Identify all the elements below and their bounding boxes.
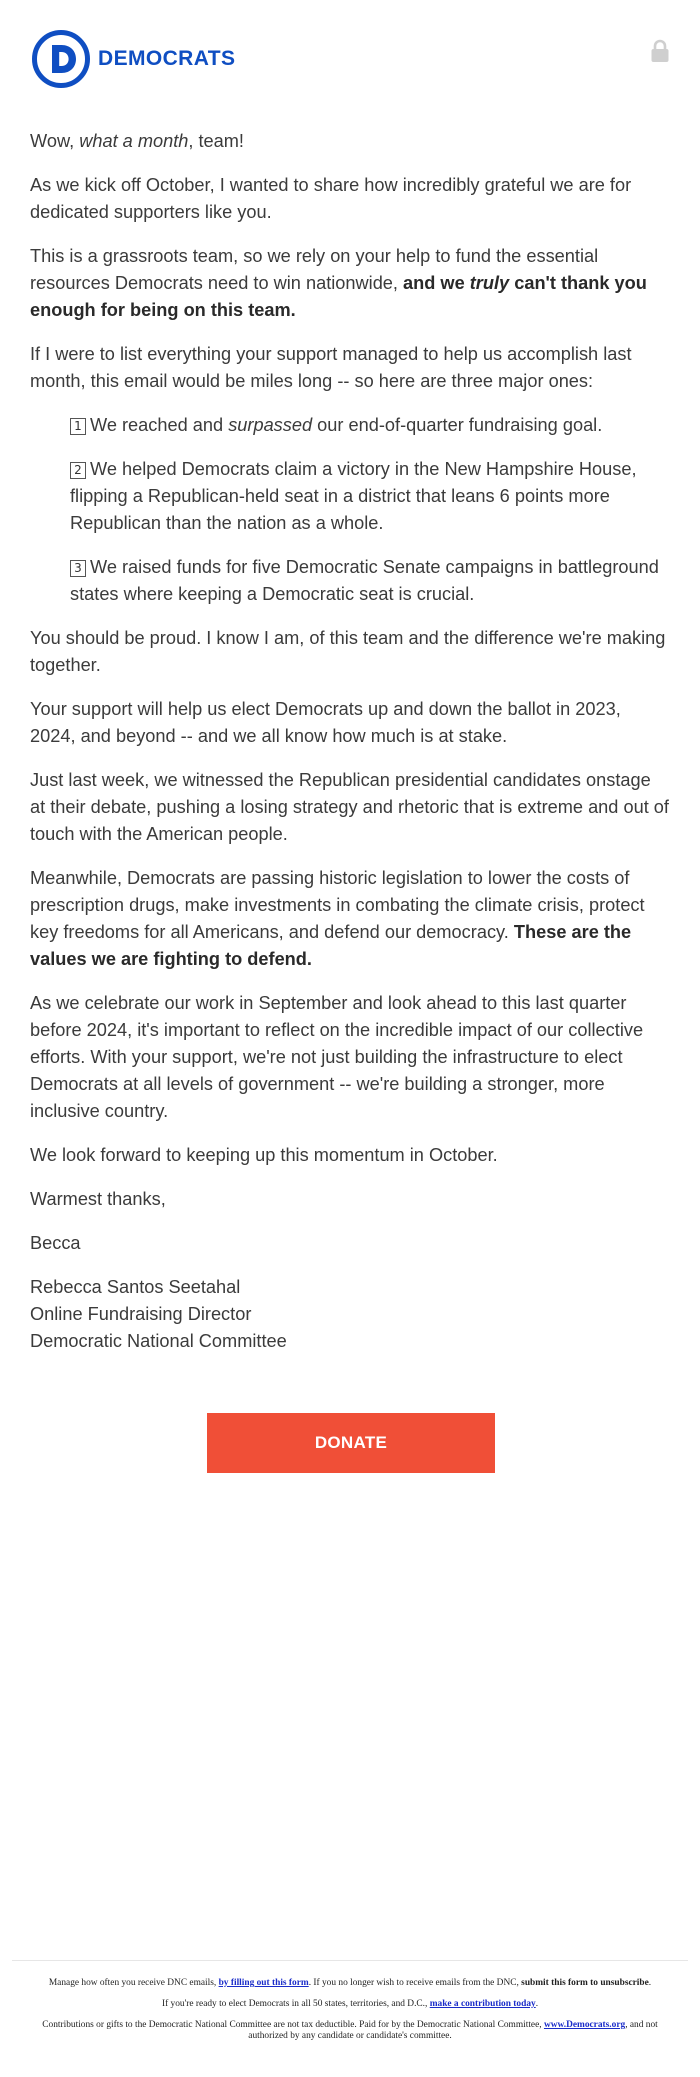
list-item bbox=[70, 456, 670, 537]
keycap-number-icon: 3 bbox=[70, 560, 86, 577]
footer-ready bbox=[30, 1999, 670, 2010]
paragraph-celebrate: As we celebrate our work in September and look ahead to this last quarter before 2024, it's important to reflect on the incredible impact of our collective efforts. With your support, we're not just building the infrastructure to elect Democrats at all levels of government -- we're building a stronger, more inclusive country. bbox=[30, 993, 644, 1121]
item1-post: our end-of-quarter fundraising goal. bbox=[312, 415, 603, 435]
grassroots-text: This is a grassroots team, so we rely on your help to fund the essential resources Democrats need to win nationwide, bbox=[30, 246, 599, 293]
footer-legal-pre: Contributions or gifts to the Democratic National Committee are not tax deductible. Paid for by the Democratic National Committee, bbox=[42, 2020, 544, 2030]
grassroots-bold-pre: and we bbox=[403, 273, 470, 293]
footer-legal-post: , and not authorized by any candidate or candidate's committee. bbox=[248, 2020, 658, 2041]
email-footer bbox=[30, 1978, 670, 2052]
signature-org: Democratic National Committee bbox=[30, 1331, 287, 1351]
unsubscribe-link[interactable]: submit this form to unsubscribe bbox=[521, 1978, 649, 1988]
greeting-emphasis: what a month bbox=[79, 131, 189, 151]
footer-ready-pre: If you're ready to elect Democrats in all 50 states, territories, and D.C., bbox=[161, 1999, 430, 2009]
greeting-pre: Wow, bbox=[30, 131, 80, 151]
accomplishments-list bbox=[70, 412, 670, 608]
footer-manage-post: . bbox=[648, 1978, 652, 1988]
meanwhile-text: Meanwhile, Democrats are passing historic legislation to lower the costs of prescription drugs, make investments in combating the climate crisis, protect key freedoms for all Americans, and defend our democracy. bbox=[30, 868, 645, 942]
footer-manage-mid: . If you no longer wish to receive emails from the DNC, bbox=[308, 1978, 522, 1988]
paragraph-meanwhile bbox=[30, 865, 670, 973]
list-item bbox=[70, 412, 670, 439]
footer-divider bbox=[12, 1960, 688, 1961]
signature-block bbox=[30, 1274, 670, 1355]
email-header bbox=[30, 30, 670, 92]
donate-button[interactable]: DONATE bbox=[207, 1413, 495, 1473]
paragraph-thanks: Warmest thanks, bbox=[30, 1189, 166, 1209]
meanwhile-bold: These are the values we are fighting to defend. bbox=[30, 922, 632, 969]
email-body bbox=[30, 128, 670, 1355]
paragraph-list-intro: If I were to list everything your support managed to help us accomplish last month, this email would be miles long -- so here are three major ones: bbox=[30, 344, 632, 391]
keycap-number-icon: 1 bbox=[70, 418, 86, 435]
contribution-link[interactable]: make a contribution today bbox=[429, 1999, 536, 2009]
democrats-org-link[interactable]: www.Democrats.org bbox=[543, 2020, 626, 2030]
greeting-post: , team! bbox=[188, 131, 244, 151]
donate-button-container bbox=[207, 1413, 495, 1473]
keycap-number-icon: 2 bbox=[70, 462, 86, 479]
item3-text: We raised funds for five Democratic Senate campaigns in battleground states where keeping a Democratic seat is crucial. bbox=[70, 557, 659, 604]
paragraph-grassroots bbox=[30, 243, 670, 324]
democrats-logo[interactable] bbox=[32, 30, 235, 88]
footer-ready-post: . bbox=[535, 1999, 539, 2009]
item1-emphasis: surpassed bbox=[228, 415, 313, 435]
signature-name: Rebecca Santos Seetahal bbox=[30, 1277, 241, 1297]
grassroots-bold-post: can't thank you enough for being on this team. bbox=[30, 273, 647, 320]
footer-legal bbox=[30, 2020, 670, 2042]
manage-preferences-link[interactable]: by filling out this form bbox=[218, 1978, 309, 1988]
paragraph-proud: You should be proud. I know I am, of this team and the difference we're making together. bbox=[30, 628, 666, 675]
signature-title: Online Fundraising Director bbox=[30, 1304, 252, 1324]
paragraph-ballot: Your support will help us elect Democrats up and down the ballot in 2023, 2024, and beyond -- and we all know how much is at stake. bbox=[30, 699, 621, 746]
footer-manage bbox=[30, 1978, 670, 1989]
signer-first-name: Becca bbox=[30, 1233, 81, 1253]
dnc-d-logo-icon bbox=[32, 30, 90, 88]
lock-icon bbox=[650, 39, 670, 63]
greeting bbox=[30, 128, 670, 155]
paragraph-forward: We look forward to keeping up this momentum in October. bbox=[30, 1145, 498, 1165]
item1-pre: We reached and bbox=[90, 415, 229, 435]
footer-manage-pre: Manage how often you receive DNC emails, bbox=[48, 1978, 219, 1988]
paragraph-october: As we kick off October, I wanted to share how incredibly grateful we are for dedicated supporters like you. bbox=[30, 175, 632, 222]
grassroots-bold-emphasis: truly bbox=[469, 273, 510, 293]
paragraph-debate: Just last week, we witnessed the Republican presidential candidates onstage at their debate, pushing a losing strategy and rhetoric that is extreme and out of touch with the American people. bbox=[30, 770, 669, 844]
list-item bbox=[70, 554, 670, 608]
logo-text: DEMOCRATS bbox=[98, 47, 236, 70]
item2-text: We helped Democrats claim a victory in the New Hampshire House, flipping a Republican-held seat in a district that leans 6 points more Republican than the nation as a whole. bbox=[70, 459, 637, 533]
